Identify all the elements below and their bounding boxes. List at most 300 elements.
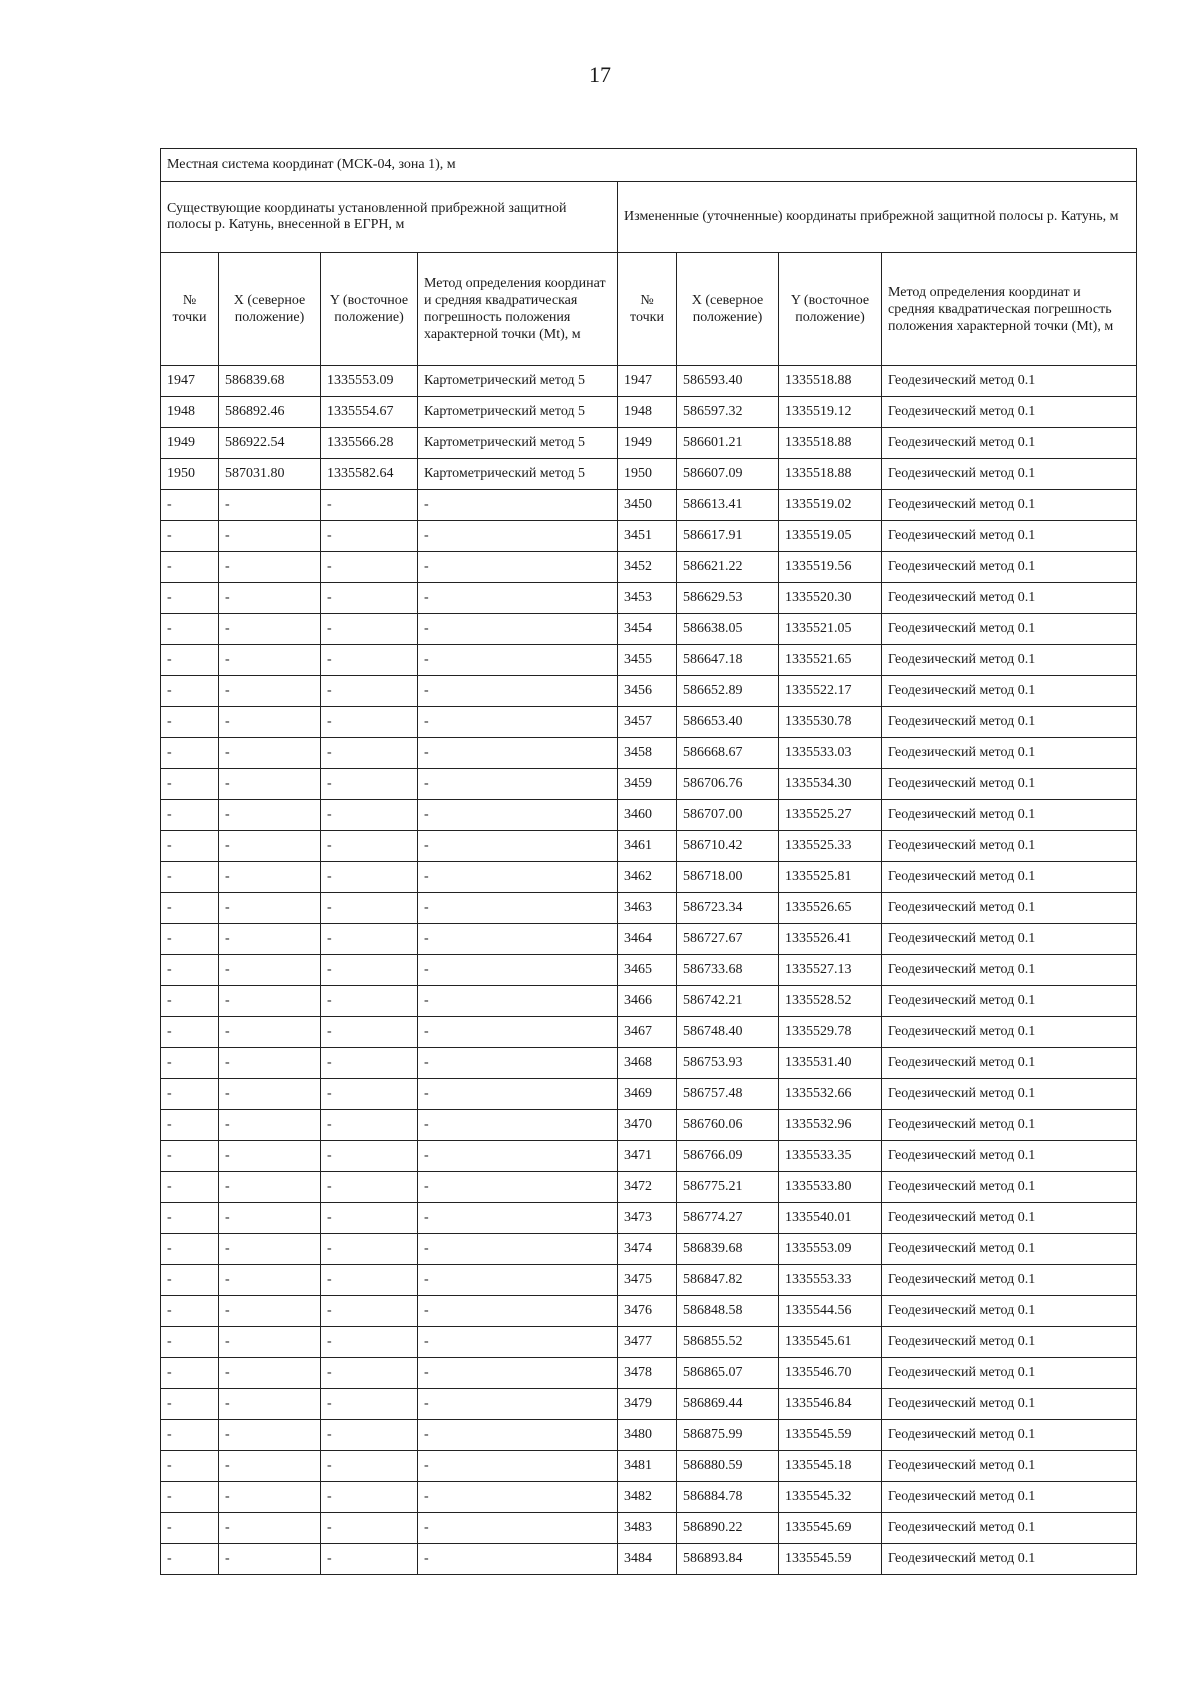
- new-y-cell: 1335525.33: [779, 831, 882, 862]
- table-row: [161, 1017, 1137, 1048]
- table-row: [161, 459, 1137, 490]
- old-y-cell: -: [321, 552, 418, 583]
- old-point-number: 1949: [161, 428, 219, 459]
- old-y-cell: -: [321, 1017, 418, 1048]
- old-y-cell: -: [321, 1079, 418, 1110]
- old-x-cell: 586839.68: [219, 366, 321, 397]
- old-x-cell: -: [219, 1048, 321, 1079]
- new-point-number: 3458: [618, 738, 677, 769]
- old-point-number: -: [161, 521, 219, 552]
- new-point-number: 3451: [618, 521, 677, 552]
- table-row: [161, 1513, 1137, 1544]
- new-x-cell: 586607.09: [677, 459, 779, 490]
- new-method-cell: Геодезический метод 0.1: [882, 1296, 1137, 1327]
- new-y-cell: 1335528.52: [779, 986, 882, 1017]
- table-row: [161, 769, 1137, 800]
- new-method-cell: Геодезический метод 0.1: [882, 583, 1137, 614]
- old-point-number: -: [161, 614, 219, 645]
- new-x-cell: 586601.21: [677, 428, 779, 459]
- old-y-cell: 1335554.67: [321, 397, 418, 428]
- old-y-cell: -: [321, 1513, 418, 1544]
- old-y-cell: -: [321, 1296, 418, 1327]
- table-row: [161, 366, 1137, 397]
- new-y-cell: 1335521.05: [779, 614, 882, 645]
- old-y-cell: -: [321, 490, 418, 521]
- new-x-cell: 586653.40: [677, 707, 779, 738]
- old-y-cell: -: [321, 1482, 418, 1513]
- new-point-number: 3450: [618, 490, 677, 521]
- old-x-cell: -: [219, 1389, 321, 1420]
- table-row: [161, 490, 1137, 521]
- old-point-number: -: [161, 1420, 219, 1451]
- col-header-point-number: № точки: [161, 253, 219, 366]
- new-y-cell: 1335525.27: [779, 800, 882, 831]
- new-x-cell: 586706.76: [677, 769, 779, 800]
- old-y-cell: -: [321, 1172, 418, 1203]
- old-point-number: -: [161, 1172, 219, 1203]
- old-y-cell: -: [321, 1141, 418, 1172]
- table-row: [161, 1296, 1137, 1327]
- old-method-cell: -: [418, 862, 618, 893]
- old-point-number: -: [161, 800, 219, 831]
- old-point-number: -: [161, 1203, 219, 1234]
- old-point-number: -: [161, 831, 219, 862]
- new-y-cell: 1335540.01: [779, 1203, 882, 1234]
- old-x-cell: 586892.46: [219, 397, 321, 428]
- new-point-number: 3462: [618, 862, 677, 893]
- table-row: [161, 1482, 1137, 1513]
- new-x-cell: 586638.05: [677, 614, 779, 645]
- new-y-cell: 1335526.41: [779, 924, 882, 955]
- old-method-cell: -: [418, 490, 618, 521]
- old-method-cell: -: [418, 1017, 618, 1048]
- old-method-cell: -: [418, 1048, 618, 1079]
- old-method-cell: -: [418, 893, 618, 924]
- new-x-cell: 586890.22: [677, 1513, 779, 1544]
- old-y-cell: -: [321, 1451, 418, 1482]
- table-row: [161, 1048, 1137, 1079]
- old-y-cell: -: [321, 614, 418, 645]
- old-y-cell: -: [321, 521, 418, 552]
- new-x-cell: 586733.68: [677, 955, 779, 986]
- new-method-cell: Геодезический метод 0.1: [882, 428, 1137, 459]
- old-x-cell: -: [219, 676, 321, 707]
- new-point-number: 3476: [618, 1296, 677, 1327]
- new-x-cell: 586847.82: [677, 1265, 779, 1296]
- new-y-cell: 1335545.59: [779, 1544, 882, 1575]
- old-x-cell: -: [219, 614, 321, 645]
- old-method-cell: -: [418, 614, 618, 645]
- col-header-x: X (северное положение): [219, 253, 321, 366]
- old-x-cell: -: [219, 1141, 321, 1172]
- old-point-number: -: [161, 1017, 219, 1048]
- new-method-cell: Геодезический метод 0.1: [882, 397, 1137, 428]
- new-x-cell: 586710.42: [677, 831, 779, 862]
- old-method-cell: -: [418, 645, 618, 676]
- new-method-cell: Геодезический метод 0.1: [882, 1420, 1137, 1451]
- new-x-cell: 586839.68: [677, 1234, 779, 1265]
- new-point-number: 3463: [618, 893, 677, 924]
- new-y-cell: 1335533.35: [779, 1141, 882, 1172]
- new-method-cell: Геодезический метод 0.1: [882, 1482, 1137, 1513]
- new-y-cell: 1335519.05: [779, 521, 882, 552]
- new-y-cell: 1335553.09: [779, 1234, 882, 1265]
- new-x-cell: 586766.09: [677, 1141, 779, 1172]
- old-method-cell: -: [418, 1482, 618, 1513]
- old-method-cell: -: [418, 521, 618, 552]
- table-row: [161, 1358, 1137, 1389]
- old-method-cell: -: [418, 1451, 618, 1482]
- col-header-x: X (северное положение): [677, 253, 779, 366]
- old-method-cell: -: [418, 769, 618, 800]
- new-point-number: 3465: [618, 955, 677, 986]
- new-y-cell: 1335545.59: [779, 1420, 882, 1451]
- old-y-cell: -: [321, 924, 418, 955]
- new-x-cell: 586652.89: [677, 676, 779, 707]
- old-x-cell: -: [219, 1110, 321, 1141]
- old-y-cell: -: [321, 707, 418, 738]
- new-method-cell: Геодезический метод 0.1: [882, 1141, 1137, 1172]
- old-x-cell: -: [219, 1017, 321, 1048]
- new-y-cell: 1335527.13: [779, 955, 882, 986]
- table-row: [161, 1389, 1137, 1420]
- old-y-cell: -: [321, 1389, 418, 1420]
- old-y-cell: -: [321, 1327, 418, 1358]
- old-method-cell: Картометрический метод 5: [418, 366, 618, 397]
- old-x-cell: -: [219, 862, 321, 893]
- old-x-cell: -: [219, 955, 321, 986]
- old-method-cell: -: [418, 1420, 618, 1451]
- new-x-cell: 586742.21: [677, 986, 779, 1017]
- new-y-cell: 1335531.40: [779, 1048, 882, 1079]
- table-row: [161, 428, 1137, 459]
- new-point-number: 3479: [618, 1389, 677, 1420]
- new-point-number: 3475: [618, 1265, 677, 1296]
- old-x-cell: -: [219, 1079, 321, 1110]
- new-x-cell: 586753.93: [677, 1048, 779, 1079]
- old-method-cell: -: [418, 1172, 618, 1203]
- old-point-number: -: [161, 862, 219, 893]
- page-number: 17: [589, 62, 611, 87]
- new-x-cell: 586617.91: [677, 521, 779, 552]
- new-point-number: 3468: [618, 1048, 677, 1079]
- old-x-cell: -: [219, 738, 321, 769]
- table-row: [161, 862, 1137, 893]
- old-method-cell: -: [418, 1141, 618, 1172]
- new-y-cell: 1335521.65: [779, 645, 882, 676]
- table-row: [161, 1451, 1137, 1482]
- old-method-cell: -: [418, 1110, 618, 1141]
- new-y-cell: 1335522.17: [779, 676, 882, 707]
- new-point-number: 3477: [618, 1327, 677, 1358]
- old-point-number: -: [161, 1079, 219, 1110]
- new-y-cell: 1335545.61: [779, 1327, 882, 1358]
- old-x-cell: -: [219, 986, 321, 1017]
- new-point-number: 3464: [618, 924, 677, 955]
- new-method-cell: Геодезический метод 0.1: [882, 893, 1137, 924]
- table-row: [161, 924, 1137, 955]
- old-x-cell: -: [219, 707, 321, 738]
- old-point-number: -: [161, 1234, 219, 1265]
- old-method-cell: -: [418, 676, 618, 707]
- table-row: [161, 645, 1137, 676]
- new-point-number: 3482: [618, 1482, 677, 1513]
- old-y-cell: -: [321, 769, 418, 800]
- new-y-cell: 1335533.03: [779, 738, 882, 769]
- col-header-method: Метод определения координат и средняя квадратическая погрешность положения характерной точки (Mt), м: [418, 253, 618, 366]
- new-method-cell: Геодезический метод 0.1: [882, 1389, 1137, 1420]
- new-x-cell: 586593.40: [677, 366, 779, 397]
- new-x-cell: 586893.84: [677, 1544, 779, 1575]
- old-method-cell: -: [418, 986, 618, 1017]
- new-method-cell: Геодезический метод 0.1: [882, 1513, 1137, 1544]
- new-point-number: 3471: [618, 1141, 677, 1172]
- new-point-number: 1950: [618, 459, 677, 490]
- new-point-number: 3481: [618, 1451, 677, 1482]
- old-point-number: -: [161, 707, 219, 738]
- old-point-number: 1950: [161, 459, 219, 490]
- old-y-cell: -: [321, 1358, 418, 1389]
- new-x-cell: 586727.67: [677, 924, 779, 955]
- table-row: [161, 397, 1137, 428]
- old-x-cell: -: [219, 769, 321, 800]
- old-point-number: -: [161, 1451, 219, 1482]
- old-x-cell: -: [219, 893, 321, 924]
- col-header-point-number: № точки: [618, 253, 677, 366]
- old-x-cell: -: [219, 490, 321, 521]
- new-y-cell: 1335534.30: [779, 769, 882, 800]
- table-row: [161, 1110, 1137, 1141]
- old-x-cell: -: [219, 521, 321, 552]
- new-point-number: 1947: [618, 366, 677, 397]
- new-method-cell: Геодезический метод 0.1: [882, 707, 1137, 738]
- new-method-cell: Геодезический метод 0.1: [882, 1234, 1137, 1265]
- table-row: [161, 583, 1137, 614]
- new-y-cell: 1335545.69: [779, 1513, 882, 1544]
- new-x-cell: 586621.22: [677, 552, 779, 583]
- new-method-cell: Геодезический метод 0.1: [882, 645, 1137, 676]
- new-x-cell: 586723.34: [677, 893, 779, 924]
- old-y-cell: -: [321, 1234, 418, 1265]
- old-y-cell: -: [321, 1420, 418, 1451]
- table-row: [161, 800, 1137, 831]
- new-x-cell: 586668.67: [677, 738, 779, 769]
- new-method-cell: Геодезический метод 0.1: [882, 738, 1137, 769]
- old-x-cell: -: [219, 1296, 321, 1327]
- col-header-y: Y (восточное положение): [321, 253, 418, 366]
- old-x-cell: -: [219, 1265, 321, 1296]
- new-method-cell: Геодезический метод 0.1: [882, 1017, 1137, 1048]
- old-x-cell: -: [219, 1482, 321, 1513]
- old-x-cell: -: [219, 924, 321, 955]
- old-x-cell: -: [219, 552, 321, 583]
- old-method-cell: -: [418, 1544, 618, 1575]
- old-point-number: -: [161, 1389, 219, 1420]
- old-method-cell: -: [418, 831, 618, 862]
- table-row: [161, 521, 1137, 552]
- new-method-cell: Геодезический метод 0.1: [882, 521, 1137, 552]
- old-y-cell: -: [321, 986, 418, 1017]
- new-method-cell: Геодезический метод 0.1: [882, 614, 1137, 645]
- new-method-cell: Геодезический метод 0.1: [882, 862, 1137, 893]
- new-method-cell: Геодезический метод 0.1: [882, 831, 1137, 862]
- old-method-cell: -: [418, 1203, 618, 1234]
- old-method-cell: -: [418, 1513, 618, 1544]
- new-y-cell: 1335545.32: [779, 1482, 882, 1513]
- old-point-number: -: [161, 490, 219, 521]
- new-x-cell: 586855.52: [677, 1327, 779, 1358]
- new-x-cell: 586757.48: [677, 1079, 779, 1110]
- old-x-cell: -: [219, 800, 321, 831]
- old-method-cell: -: [418, 955, 618, 986]
- new-point-number: 3478: [618, 1358, 677, 1389]
- new-method-cell: Геодезический метод 0.1: [882, 1358, 1137, 1389]
- new-method-cell: Геодезический метод 0.1: [882, 676, 1137, 707]
- new-y-cell: 1335519.56: [779, 552, 882, 583]
- old-point-number: -: [161, 1358, 219, 1389]
- table-row: [161, 676, 1137, 707]
- old-point-number: 1947: [161, 366, 219, 397]
- table-row: [161, 1544, 1137, 1575]
- old-point-number: -: [161, 583, 219, 614]
- new-point-number: 3461: [618, 831, 677, 862]
- old-y-cell: -: [321, 955, 418, 986]
- old-y-cell: -: [321, 1203, 418, 1234]
- old-point-number: -: [161, 924, 219, 955]
- old-point-number: -: [161, 552, 219, 583]
- new-y-cell: 1335546.84: [779, 1389, 882, 1420]
- new-point-number: 3467: [618, 1017, 677, 1048]
- old-y-cell: -: [321, 831, 418, 862]
- existing-coordinates-header: Существующие координаты установленной прибрежной защитной полосы р. Катунь, внесенной в ЕГРН, м: [161, 182, 618, 253]
- old-y-cell: -: [321, 1265, 418, 1296]
- new-y-cell: 1335518.88: [779, 459, 882, 490]
- new-x-cell: 586707.00: [677, 800, 779, 831]
- old-x-cell: -: [219, 1172, 321, 1203]
- new-point-number: 3470: [618, 1110, 677, 1141]
- old-method-cell: -: [418, 1327, 618, 1358]
- old-method-cell: -: [418, 707, 618, 738]
- old-point-number: -: [161, 955, 219, 986]
- old-point-number: -: [161, 893, 219, 924]
- old-point-number: -: [161, 1141, 219, 1172]
- old-y-cell: -: [321, 800, 418, 831]
- new-method-cell: Геодезический метод 0.1: [882, 955, 1137, 986]
- table-row: [161, 614, 1137, 645]
- table-row: [161, 1079, 1137, 1110]
- new-point-number: 3452: [618, 552, 677, 583]
- table-row: [161, 955, 1137, 986]
- old-y-cell: 1335582.64: [321, 459, 418, 490]
- table-row: [161, 552, 1137, 583]
- new-x-cell: 586760.06: [677, 1110, 779, 1141]
- old-y-cell: 1335553.09: [321, 366, 418, 397]
- table-row: [161, 1203, 1137, 1234]
- new-method-cell: Геодезический метод 0.1: [882, 800, 1137, 831]
- old-x-cell: -: [219, 1420, 321, 1451]
- new-method-cell: Геодезический метод 0.1: [882, 1451, 1137, 1482]
- old-point-number: 1948: [161, 397, 219, 428]
- new-point-number: 3469: [618, 1079, 677, 1110]
- table-row: [161, 1141, 1137, 1172]
- old-point-number: -: [161, 738, 219, 769]
- old-y-cell: -: [321, 1544, 418, 1575]
- new-x-cell: 586865.07: [677, 1358, 779, 1389]
- old-method-cell: -: [418, 1358, 618, 1389]
- old-method-cell: -: [418, 1296, 618, 1327]
- old-y-cell: -: [321, 738, 418, 769]
- old-y-cell: -: [321, 676, 418, 707]
- new-x-cell: 586718.00: [677, 862, 779, 893]
- old-point-number: -: [161, 1513, 219, 1544]
- old-method-cell: -: [418, 1389, 618, 1420]
- new-method-cell: Геодезический метод 0.1: [882, 1265, 1137, 1296]
- old-method-cell: -: [418, 583, 618, 614]
- new-method-cell: Геодезический метод 0.1: [882, 1544, 1137, 1575]
- old-point-number: -: [161, 1110, 219, 1141]
- old-method-cell: -: [418, 800, 618, 831]
- old-method-cell: Картометрический метод 5: [418, 459, 618, 490]
- new-method-cell: Геодезический метод 0.1: [882, 552, 1137, 583]
- old-method-cell: -: [418, 924, 618, 955]
- new-x-cell: 586613.41: [677, 490, 779, 521]
- old-method-cell: -: [418, 1265, 618, 1296]
- new-y-cell: 1335525.81: [779, 862, 882, 893]
- new-y-cell: 1335546.70: [779, 1358, 882, 1389]
- old-x-cell: -: [219, 1327, 321, 1358]
- old-x-cell: -: [219, 1203, 321, 1234]
- new-y-cell: 1335526.65: [779, 893, 882, 924]
- new-point-number: 3454: [618, 614, 677, 645]
- table-row: [161, 1327, 1137, 1358]
- new-y-cell: 1335519.02: [779, 490, 882, 521]
- new-y-cell: 1335529.78: [779, 1017, 882, 1048]
- old-y-cell: 1335566.28: [321, 428, 418, 459]
- new-x-cell: 586774.27: [677, 1203, 779, 1234]
- old-point-number: -: [161, 1327, 219, 1358]
- old-x-cell: 587031.80: [219, 459, 321, 490]
- new-x-cell: 586869.44: [677, 1389, 779, 1420]
- old-y-cell: -: [321, 645, 418, 676]
- old-method-cell: -: [418, 1234, 618, 1265]
- table-row: [161, 893, 1137, 924]
- new-point-number: 1949: [618, 428, 677, 459]
- old-x-cell: -: [219, 1234, 321, 1265]
- new-point-number: 3459: [618, 769, 677, 800]
- new-x-cell: 586775.21: [677, 1172, 779, 1203]
- old-point-number: -: [161, 676, 219, 707]
- old-point-number: -: [161, 1482, 219, 1513]
- new-x-cell: 586875.99: [677, 1420, 779, 1451]
- updated-coordinates-header: Измененные (уточненные) координаты прибрежной защитной полосы р. Катунь, м: [618, 182, 1137, 253]
- new-y-cell: 1335533.80: [779, 1172, 882, 1203]
- new-y-cell: 1335518.88: [779, 366, 882, 397]
- new-point-number: 3457: [618, 707, 677, 738]
- table-row: [161, 1234, 1137, 1265]
- old-x-cell: 586922.54: [219, 428, 321, 459]
- old-x-cell: -: [219, 1451, 321, 1482]
- new-point-number: 3453: [618, 583, 677, 614]
- new-point-number: 3466: [618, 986, 677, 1017]
- table-row: [161, 707, 1137, 738]
- table-row: [161, 1172, 1137, 1203]
- new-y-cell: 1335519.12: [779, 397, 882, 428]
- new-y-cell: 1335544.56: [779, 1296, 882, 1327]
- new-y-cell: 1335530.78: [779, 707, 882, 738]
- new-point-number: 3473: [618, 1203, 677, 1234]
- new-x-cell: 586848.58: [677, 1296, 779, 1327]
- coordinates-table: [160, 148, 1137, 1575]
